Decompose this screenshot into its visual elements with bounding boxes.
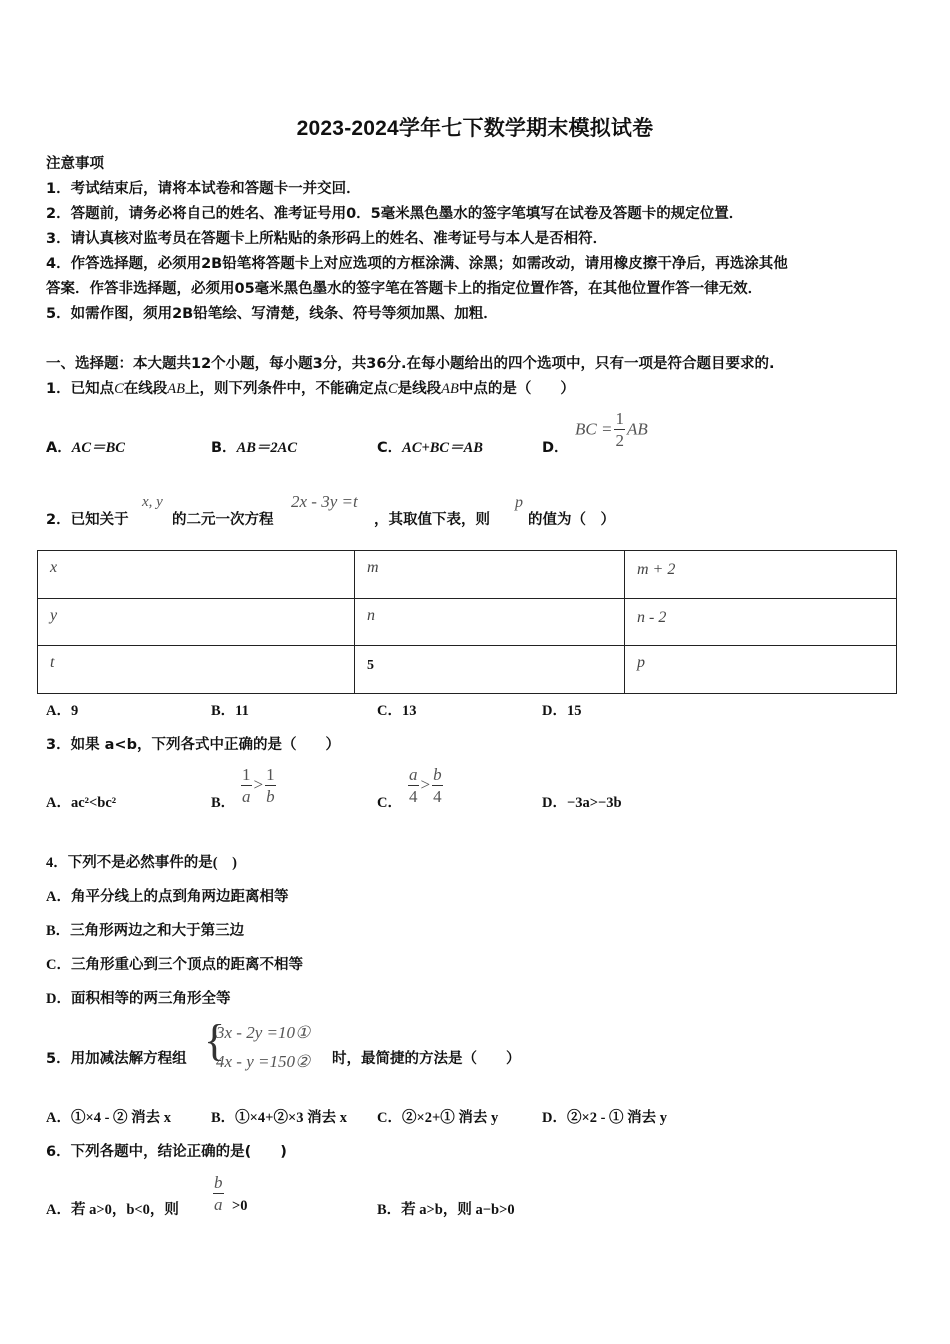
q6-option-b[interactable]: B．若 a>b，则 a−b>0	[377, 1202, 515, 1218]
option-label: C．	[377, 795, 402, 811]
denominator: 4	[433, 787, 442, 806]
option-label: D．	[542, 440, 569, 456]
q2-vars: x, y	[142, 494, 163, 510]
q1-text: 上，则下列条件中，不能确定点	[184, 381, 388, 397]
q2-var-p: p	[515, 494, 523, 511]
q3-option-a[interactable]	[46, 791, 116, 812]
q3-option-c-formula	[408, 766, 443, 805]
operator: >	[420, 775, 431, 794]
q4-option-a[interactable]: A．角平分线上的点到角两边距离相等	[46, 889, 289, 905]
denominator: a	[214, 1195, 223, 1214]
fraction	[408, 766, 419, 805]
q2-text-c: ，其取值下表，则	[374, 512, 490, 528]
table-cell: y	[38, 598, 355, 646]
equation-brace-icon: {	[204, 1016, 226, 1065]
numerator: a	[409, 765, 418, 784]
q6-option-a[interactable]	[46, 1198, 179, 1219]
q2-option-a[interactable]: A．9	[46, 703, 79, 719]
formula-lhs: BC =	[575, 419, 613, 439]
option-text: A．若 a>0，b<0，则	[46, 1202, 179, 1218]
q1-text: 中点的是（ ）	[458, 381, 575, 397]
q1-var: C	[114, 381, 124, 397]
q4-option-b[interactable]: B．三角形两边之和大于第三边	[46, 923, 245, 939]
q2-option-c[interactable]: C．13	[377, 703, 417, 719]
option-text: AC+BC＝AB	[402, 440, 483, 456]
q4-option-d[interactable]: D．面积相等的两三角形全等	[46, 991, 231, 1007]
q2-option-d[interactable]: D．15	[542, 703, 582, 719]
page-title: 2023-2024学年七下数学期末模拟试卷	[296, 117, 654, 140]
fraction	[432, 766, 443, 805]
notice-heading: 注意事项	[46, 156, 104, 172]
q2-text-d: 的值为（ ）	[528, 512, 615, 528]
q1-var: C	[387, 381, 398, 397]
question-5-stem-a: 5．用加减法解方程组	[46, 1051, 187, 1067]
table-cell: x	[38, 551, 355, 599]
q2-text-b: 的二元一次方程	[172, 512, 274, 528]
question-2-stem	[46, 508, 129, 529]
table-cell: n - 2	[625, 598, 897, 646]
operator: >	[253, 775, 264, 794]
notice-item-5: 5．如需作图，须用2B铅笔绘、写清楚，线条、符号等须加黑、加粗．	[46, 306, 498, 322]
numerator: 1	[242, 765, 251, 784]
q2-option-b[interactable]: B．11	[211, 703, 249, 719]
q1-option-d-formula	[575, 410, 648, 449]
table-cell: n	[355, 598, 625, 646]
q5-option-c[interactable]: C．②×2+① 消去 y	[377, 1110, 499, 1126]
q6-option-a-fraction	[213, 1174, 224, 1213]
q1-text: 在线段	[123, 381, 168, 397]
option-label: D．	[542, 795, 567, 811]
q3-option-b-formula	[241, 766, 276, 805]
table-row	[38, 598, 897, 646]
q1-var: AB	[167, 381, 185, 397]
question-4-stem: 4．下列不是必然事件的是( )	[46, 855, 237, 871]
notice-item-2: 2．答题前，请务必将自己的姓名、准考证号用0．5毫米黑色墨水的签字笔填写在试卷及答题卡的规定位置．	[46, 206, 744, 222]
table-cell: m + 2	[625, 551, 897, 599]
option-text: AC＝BC	[71, 440, 125, 456]
notice-item-4-cont: 答案．作答非选择题，必须用05毫米黑色墨水的签字笔在答题卡上的指定位置作答，在其他位置作答一律无效．	[46, 281, 763, 297]
table-row	[38, 551, 897, 599]
denominator: 4	[409, 787, 418, 806]
q1-text: 是线段	[397, 381, 442, 397]
numerator: 1	[615, 409, 624, 428]
notice-item-1: 1．考试结束后，请将本试卷和答题卡一并交回．	[46, 181, 361, 197]
q5-option-b[interactable]: B．①×4+②×3 消去 x	[211, 1110, 347, 1126]
option-label: B．	[211, 440, 237, 456]
q1-option-d[interactable]	[542, 436, 569, 457]
option-text: −3a>−3b	[566, 795, 622, 811]
numerator: b	[433, 765, 442, 784]
option-label: A．	[46, 795, 71, 811]
table-cell: m	[355, 551, 625, 599]
notice-item-3: 3．请认真核对监考员在答题卡上所粘贴的条形码上的姓名、准考证号与本人是否相符．	[46, 231, 608, 247]
q1-option-a[interactable]	[46, 436, 125, 457]
question-3-stem: 3．如果 a<b，下列各式中正确的是（ ）	[46, 737, 340, 753]
denominator: b	[266, 787, 275, 806]
table-cell: p	[625, 646, 897, 694]
fraction	[614, 410, 625, 449]
q2-value-table	[37, 550, 897, 694]
q3-option-b[interactable]	[211, 791, 235, 812]
numerator: b	[214, 1173, 223, 1192]
q3-option-d[interactable]	[542, 791, 622, 812]
option-label: C．	[377, 440, 403, 456]
fraction	[265, 766, 276, 805]
q5-option-a[interactable]: A．①×4 - ② 消去 x	[46, 1110, 172, 1126]
denominator: a	[242, 787, 251, 806]
option-label: B．	[211, 795, 236, 811]
q1-option-b[interactable]	[211, 436, 297, 457]
section-heading: 一、选择题：本大题共12个小题，每小题3分，共36分.在每小题给出的四个选项中，只有一项是符合题目要求的.	[46, 356, 775, 372]
option-label: A．	[46, 440, 72, 456]
question-1-stem	[46, 377, 575, 398]
fraction	[241, 766, 252, 805]
table-cell: 5	[355, 646, 625, 694]
question-5-stem-b: 时，最简捷的方法是（ ）	[332, 1051, 521, 1067]
option-text: ac²<bc²	[70, 795, 117, 811]
q3-option-c[interactable]	[377, 791, 402, 812]
notice-item-4: 4．作答选择题，必须用2B铅笔将答题卡上对应选项的方框涂满、涂黑；如需改动，请用橡皮擦干净后，再选涂其他	[46, 256, 788, 272]
q5-option-d[interactable]: D．②×2 - ① 消去 y	[542, 1110, 668, 1126]
question-6-stem: 6．下列各题中，结论正确的是( )	[46, 1144, 287, 1160]
fraction	[213, 1174, 224, 1213]
q2-equation: 2x - 3y =t	[291, 492, 358, 511]
q1-text: 1．已知点	[46, 381, 115, 397]
q4-option-c[interactable]: C．三角形重心到三个顶点的距离不相等	[46, 957, 303, 973]
q5-equation-2: 4x - y =150②	[216, 1052, 311, 1071]
numerator: 1	[266, 765, 275, 784]
option-text: AB＝2AC	[236, 440, 297, 456]
q2-text: 2．已知关于	[46, 512, 129, 528]
q1-var: AB	[441, 381, 459, 397]
denominator: 2	[615, 431, 624, 450]
formula-rhs: AB	[626, 419, 648, 439]
table-row	[38, 646, 897, 694]
q6-option-a-post: >0	[232, 1198, 248, 1214]
table-cell: t	[38, 646, 355, 694]
q5-equation-1: 3x - 2y =10①	[216, 1023, 311, 1042]
q1-option-c[interactable]	[377, 436, 483, 457]
